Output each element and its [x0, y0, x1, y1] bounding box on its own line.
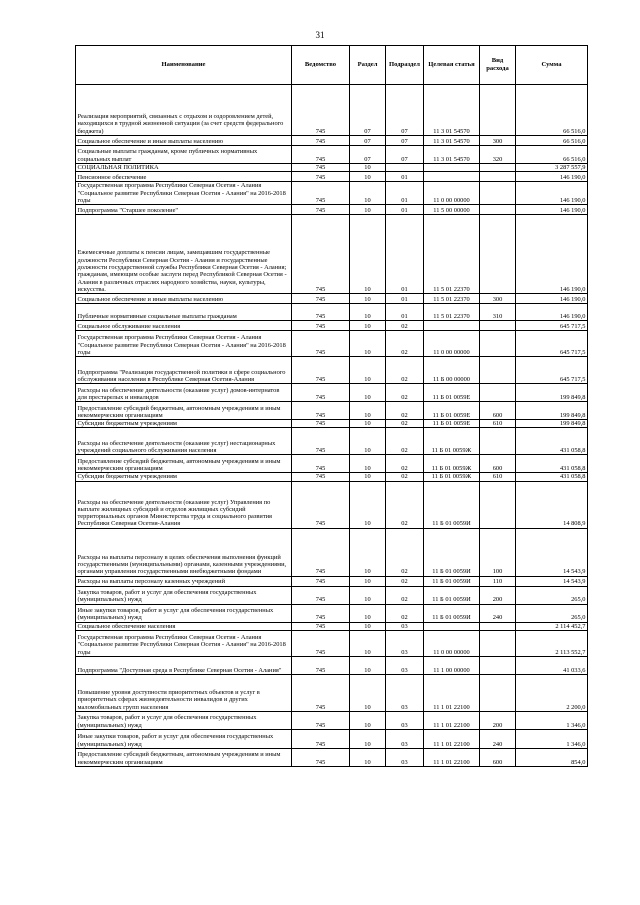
- row-razdel: 10: [350, 331, 386, 357]
- row-razdel: 10: [350, 205, 386, 215]
- row-podrazdel: 01: [386, 182, 424, 205]
- row-celevaya: 11 Б 00 00000: [424, 357, 480, 384]
- table-row: [76, 455, 588, 473]
- row-razdel: 10: [350, 357, 386, 384]
- row-celevaya: 11 5 01 22370: [424, 215, 480, 294]
- row-name: Расходы на обеспечение деятельности (оказание услуг) нестационарных учреждений социального обслуживания населения: [76, 428, 292, 455]
- row-celevaya: 11 Б 01 0059Е: [424, 384, 480, 402]
- row-summa: 41 033,6: [516, 657, 588, 675]
- row-podrazdel: 01: [386, 294, 424, 304]
- row-vid: [480, 172, 516, 182]
- row-vid: 300: [480, 294, 516, 304]
- row-vedomstvo: 745: [292, 528, 350, 576]
- row-name: Подпрограмма "Доступная среда в Республике Северная Осетия - Алания": [76, 657, 292, 675]
- row-podrazdel: 02: [386, 321, 424, 331]
- row-vid: 610: [480, 473, 516, 481]
- row-name: Предоставление субсидий бюджетным, автономным учреждениям и иным некоммерческим организациям: [76, 455, 292, 473]
- table-row: [76, 357, 588, 384]
- row-name: Субсидии бюджетным учреждениям: [76, 473, 292, 481]
- row-vid: [480, 331, 516, 357]
- row-podrazdel: 02: [386, 528, 424, 576]
- row-vedomstvo: 745: [292, 304, 350, 321]
- row-celevaya: 11 Б 01 0059И: [424, 528, 480, 576]
- table-row: [76, 384, 588, 402]
- row-vedomstvo: 745: [292, 384, 350, 402]
- row-summa: 2 114 452,7: [516, 622, 588, 630]
- row-podrazdel: [386, 164, 424, 172]
- row-summa: 2 200,0: [516, 675, 588, 712]
- row-podrazdel: 02: [386, 331, 424, 357]
- row-vid: [480, 85, 516, 136]
- row-celevaya: 11 1 01 22100: [424, 712, 480, 730]
- row-vid: 600: [480, 455, 516, 473]
- row-vid: 600: [480, 402, 516, 420]
- row-celevaya: [424, 321, 480, 331]
- row-vedomstvo: 745: [292, 420, 350, 428]
- row-vedomstvo: 745: [292, 164, 350, 172]
- header-vedomstvo: Ведомство: [292, 46, 350, 85]
- row-celevaya: 11 5 01 22370: [424, 304, 480, 321]
- row-podrazdel: 01: [386, 172, 424, 182]
- row-podrazdel: 03: [386, 631, 424, 657]
- row-vid: [480, 384, 516, 402]
- table-row: [76, 675, 588, 712]
- row-vedomstvo: 745: [292, 622, 350, 630]
- table-body: [76, 85, 588, 767]
- row-razdel: 10: [350, 172, 386, 182]
- row-razdel: 10: [350, 631, 386, 657]
- row-vid: 200: [480, 712, 516, 730]
- row-podrazdel: 02: [386, 402, 424, 420]
- row-razdel: 10: [350, 749, 386, 767]
- row-vedomstvo: 745: [292, 331, 350, 357]
- row-razdel: 10: [350, 164, 386, 172]
- row-podrazdel: 03: [386, 675, 424, 712]
- row-vedomstvo: 745: [292, 146, 350, 164]
- row-summa: 199 849,8: [516, 384, 588, 402]
- row-vedomstvo: 745: [292, 604, 350, 622]
- row-vedomstvo: 745: [292, 215, 350, 294]
- row-podrazdel: 02: [386, 455, 424, 473]
- row-name: Реализация мероприятий, связанных с отдыхом и оздоровлением детей, находящихся в трудной жизненной ситуации (за счет средств федерального бюджета): [76, 85, 292, 136]
- row-razdel: 10: [350, 528, 386, 576]
- row-celevaya: 11 0 00 00000: [424, 331, 480, 357]
- row-vedomstvo: 745: [292, 586, 350, 604]
- row-name: Ежемесячные доплаты к пенсии лицам, замещавшим государственные должности Республики Северная Осетия - Алания и государственные должности государственной службы Республики Северная Осетия - Алания; гражданам, имеющим особые заслуги перед Республикой Северная Осетия - Алания в различных отраслях народного хозяйства, науки, культуры, искусства.: [76, 215, 292, 294]
- row-razdel: 07: [350, 85, 386, 136]
- table-row: [76, 294, 588, 304]
- table-row: [76, 331, 588, 357]
- row-vid: 110: [480, 576, 516, 586]
- row-vedomstvo: 745: [292, 85, 350, 136]
- row-celevaya: 11 Б 01 0059И: [424, 586, 480, 604]
- row-razdel: 10: [350, 215, 386, 294]
- row-celevaya: 11 Б 01 0059Ж: [424, 455, 480, 473]
- row-celevaya: 11 1 00 00000: [424, 657, 480, 675]
- row-vid: 600: [480, 749, 516, 767]
- table-row: [76, 576, 588, 586]
- row-razdel: 10: [350, 321, 386, 331]
- row-vid: 240: [480, 730, 516, 749]
- row-razdel: 10: [350, 473, 386, 481]
- row-vedomstvo: 745: [292, 172, 350, 182]
- row-vid: [480, 675, 516, 712]
- row-summa: 146 190,0: [516, 205, 588, 215]
- row-name: Субсидии бюджетным учреждениям: [76, 420, 292, 428]
- row-name: Предоставление субсидий бюджетным, автономным учреждениям и иным некоммерческим организациям: [76, 749, 292, 767]
- row-name: Пенсионное обеспечение: [76, 172, 292, 182]
- row-vid: [480, 215, 516, 294]
- table-row: [76, 749, 588, 767]
- row-podrazdel: 01: [386, 205, 424, 215]
- row-name: Расходы на обеспечение деятельности (оказание услуг) Управления по выплате жилищных субсидий и отделов жилищных субсидий территориальных органов Министерства труда и социального развития Республики Северная Осетия-Алания: [76, 481, 292, 528]
- row-summa: 645 717,5: [516, 357, 588, 384]
- table-row: [76, 604, 588, 622]
- row-name: Социальное обеспечение и иные выплаты населению: [76, 136, 292, 146]
- row-podrazdel: 02: [386, 428, 424, 455]
- table-row: [76, 182, 588, 205]
- table-header-row: [76, 46, 588, 85]
- table-row: [76, 85, 588, 136]
- row-summa: 14 543,9: [516, 576, 588, 586]
- row-vid: [480, 182, 516, 205]
- row-vedomstvo: 745: [292, 657, 350, 675]
- row-summa: 199 849,8: [516, 420, 588, 428]
- row-summa: 265,0: [516, 604, 588, 622]
- row-name: Государственная программа Республики Северная Осетия - Алания "Социальное развитие Республики Северная Осетия - Алания" на 2016-2018 годы: [76, 331, 292, 357]
- row-name: Иные закупки товаров, работ и услуг для обеспечения государственных (муниципальных) нужд: [76, 604, 292, 622]
- row-name: Подпрограмма "Реализация государственной политики в сфере социального обслуживания населения в Республике Северная Осетия-Алания: [76, 357, 292, 384]
- row-celevaya: 11 0 00 00000: [424, 182, 480, 205]
- row-celevaya: 11 Б 01 0059И: [424, 604, 480, 622]
- page-number: 31: [315, 30, 325, 40]
- row-summa: 66 516,0: [516, 136, 588, 146]
- row-summa: 14 808,9: [516, 481, 588, 528]
- row-celevaya: 11 Б 01 0059И: [424, 576, 480, 586]
- row-name: Подпрограмма "Старшее поколение": [76, 205, 292, 215]
- row-summa: 645 717,5: [516, 321, 588, 331]
- table-row: [76, 205, 588, 215]
- row-vid: 320: [480, 146, 516, 164]
- row-vedomstvo: 745: [292, 205, 350, 215]
- row-vedomstvo: 745: [292, 730, 350, 749]
- row-podrazdel: 02: [386, 586, 424, 604]
- row-vid: [480, 357, 516, 384]
- table-row: [76, 402, 588, 420]
- row-name: Расходы на обеспечение деятельности (оказание услуг) домов-интернатов для престарелых и инвалидов: [76, 384, 292, 402]
- row-name: Расходы на выплаты персоналу казенных учреждений: [76, 576, 292, 586]
- row-summa: 431 058,8: [516, 428, 588, 455]
- row-razdel: 10: [350, 420, 386, 428]
- row-summa: 265,0: [516, 586, 588, 604]
- header-name: Наименование: [76, 46, 292, 85]
- table-row: [76, 428, 588, 455]
- row-name: Социальное обслуживание населения: [76, 321, 292, 331]
- row-podrazdel: 01: [386, 304, 424, 321]
- row-razdel: 10: [350, 657, 386, 675]
- table-row: [76, 631, 588, 657]
- row-vid: [480, 205, 516, 215]
- row-razdel: 10: [350, 455, 386, 473]
- row-razdel: 07: [350, 146, 386, 164]
- row-razdel: 10: [350, 576, 386, 586]
- row-name: Иные закупки товаров, работ и услуг для обеспечения государственных (муниципальных) нужд: [76, 730, 292, 749]
- row-summa: 431 058,8: [516, 455, 588, 473]
- row-podrazdel: 03: [386, 622, 424, 630]
- row-podrazdel: 07: [386, 85, 424, 136]
- row-vid: [480, 164, 516, 172]
- row-vedomstvo: 745: [292, 182, 350, 205]
- row-celevaya: 11 Б 01 0059Ж: [424, 473, 480, 481]
- row-summa: 146 190,0: [516, 294, 588, 304]
- row-razdel: 10: [350, 304, 386, 321]
- row-vedomstvo: 745: [292, 481, 350, 528]
- row-summa: 146 190,0: [516, 182, 588, 205]
- row-name: Предоставление субсидий бюджетным, автономным учреждениям и иным некоммерческим организациям: [76, 402, 292, 420]
- row-vid: 240: [480, 604, 516, 622]
- row-celevaya: 11 Б 01 0059Ж: [424, 428, 480, 455]
- row-summa: 3 287 557,9: [516, 164, 588, 172]
- header-podrazdel: Подраздел: [386, 46, 424, 85]
- row-summa: 1 346,0: [516, 730, 588, 749]
- budget-table: [75, 45, 588, 767]
- row-name: Социальное обеспечение населения: [76, 622, 292, 630]
- table-row: [76, 215, 588, 294]
- row-celevaya: 11 Б 01 0059Е: [424, 420, 480, 428]
- row-celevaya: 11 1 01 22100: [424, 730, 480, 749]
- row-vedomstvo: 745: [292, 455, 350, 473]
- row-summa: 14 543,9: [516, 528, 588, 576]
- row-name: Закупка товаров, работ и услуг для обеспечения государственных (муниципальных) нужд: [76, 712, 292, 730]
- row-summa: 66 516,0: [516, 85, 588, 136]
- header-razdel: Раздел: [350, 46, 386, 85]
- row-razdel: 10: [350, 586, 386, 604]
- row-vedomstvo: 745: [292, 749, 350, 767]
- row-name: Закупка товаров, работ и услуг для обеспечения государственных (муниципальных) нужд: [76, 586, 292, 604]
- table-row: [76, 473, 588, 481]
- row-celevaya: 11 3 01 54570: [424, 85, 480, 136]
- row-podrazdel: 02: [386, 604, 424, 622]
- row-vedomstvo: 745: [292, 136, 350, 146]
- row-celevaya: 11 3 01 54570: [424, 136, 480, 146]
- row-celevaya: 11 3 01 54570: [424, 146, 480, 164]
- row-summa: 645 717,5: [516, 331, 588, 357]
- row-name: Государственная программа Республики Северная Осетия - Алания "Социальное развитие Республики Северная Осетия - Алания" на 2016-2018 годы: [76, 631, 292, 657]
- row-summa: 66 516,0: [516, 146, 588, 164]
- row-razdel: 10: [350, 622, 386, 630]
- row-vedomstvo: 745: [292, 357, 350, 384]
- row-name: Социальное обеспечение и иные выплаты населению: [76, 294, 292, 304]
- row-podrazdel: 07: [386, 146, 424, 164]
- row-celevaya: [424, 164, 480, 172]
- row-vid: [480, 428, 516, 455]
- row-podrazdel: 07: [386, 136, 424, 146]
- row-podrazdel: 01: [386, 215, 424, 294]
- row-name: Публичные нормативные социальные выплаты гражданам: [76, 304, 292, 321]
- row-vedomstvo: 745: [292, 428, 350, 455]
- table-row: [76, 304, 588, 321]
- table-row: [76, 528, 588, 576]
- row-podrazdel: 03: [386, 657, 424, 675]
- row-vid: [480, 321, 516, 331]
- row-summa: 1 346,0: [516, 712, 588, 730]
- row-celevaya: 11 5 00 00000: [424, 205, 480, 215]
- row-razdel: 10: [350, 604, 386, 622]
- row-name: Расходы на выплаты персоналу в целях обеспечения выполнения функций государственными (муниципальными) органами, казенными учреждениями, органами управления государственными внебюджетными фондами: [76, 528, 292, 576]
- row-vid: [480, 481, 516, 528]
- row-summa: 146 190,0: [516, 215, 588, 294]
- row-razdel: 10: [350, 294, 386, 304]
- row-celevaya: 11 1 01 22100: [424, 675, 480, 712]
- table-row: [76, 172, 588, 182]
- table-row: [76, 730, 588, 749]
- table-row: [76, 321, 588, 331]
- row-summa: 199 849,8: [516, 402, 588, 420]
- row-summa: 2 113 552,7: [516, 631, 588, 657]
- header-summa: Сумма: [516, 46, 588, 85]
- row-vedomstvo: 745: [292, 631, 350, 657]
- table-row: [76, 481, 588, 528]
- row-celevaya: 11 5 01 22370: [424, 294, 480, 304]
- table-row: [76, 146, 588, 164]
- row-celevaya: [424, 622, 480, 630]
- row-podrazdel: 02: [386, 357, 424, 384]
- row-celevaya: 11 1 01 22100: [424, 749, 480, 767]
- row-vid: 310: [480, 304, 516, 321]
- row-podrazdel: 03: [386, 749, 424, 767]
- row-podrazdel: 02: [386, 481, 424, 528]
- row-vid: [480, 657, 516, 675]
- row-celevaya: 11 Б 01 0059Е: [424, 402, 480, 420]
- row-podrazdel: 03: [386, 730, 424, 749]
- row-podrazdel: 02: [386, 420, 424, 428]
- table-row: [76, 712, 588, 730]
- row-vedomstvo: 745: [292, 675, 350, 712]
- table-row: [76, 622, 588, 630]
- header-celevaya: Целевая статья: [424, 46, 480, 85]
- row-summa: 854,0: [516, 749, 588, 767]
- row-celevaya: 11 0 00 00000: [424, 631, 480, 657]
- row-vedomstvo: 745: [292, 576, 350, 586]
- row-podrazdel: 03: [386, 712, 424, 730]
- header-vid: Вид расхода: [480, 46, 516, 85]
- row-razdel: 10: [350, 428, 386, 455]
- row-podrazdel: 02: [386, 384, 424, 402]
- row-razdel: 07: [350, 136, 386, 146]
- row-razdel: 10: [350, 402, 386, 420]
- row-summa: 146 190,0: [516, 304, 588, 321]
- row-vedomstvo: 745: [292, 473, 350, 481]
- row-podrazdel: 02: [386, 576, 424, 586]
- row-summa: 431 058,8: [516, 473, 588, 481]
- row-vid: 200: [480, 586, 516, 604]
- row-name: СОЦИАЛЬНАЯ ПОЛИТИКА: [76, 164, 292, 172]
- row-name: Повышение уровня доступности приоритетных объектов и услуг в приоритетных сферах жизнедеятельности инвалидов и других маломобильных групп населения: [76, 675, 292, 712]
- row-vid: 300: [480, 136, 516, 146]
- row-razdel: 10: [350, 481, 386, 528]
- row-razdel: 10: [350, 675, 386, 712]
- row-vedomstvo: 745: [292, 294, 350, 304]
- row-vid: 610: [480, 420, 516, 428]
- row-name: Государственная программа Республики Северная Осетия - Алания "Социальное развитие Республики Северная Осетия - Алания" на 2016-2018 годы: [76, 182, 292, 205]
- row-vedomstvo: 745: [292, 712, 350, 730]
- table-row: [76, 657, 588, 675]
- row-celevaya: [424, 172, 480, 182]
- table-row: [76, 586, 588, 604]
- row-summa: 146 190,0: [516, 172, 588, 182]
- row-vedomstvo: 745: [292, 321, 350, 331]
- row-razdel: 10: [350, 182, 386, 205]
- table-row: [76, 420, 588, 428]
- row-vid: 100: [480, 528, 516, 576]
- row-vid: [480, 631, 516, 657]
- row-name: Социальные выплаты гражданам, кроме публичных нормативных социальных выплат: [76, 146, 292, 164]
- row-podrazdel: 02: [386, 473, 424, 481]
- row-vid: [480, 622, 516, 630]
- row-celevaya: 11 Б 01 0059И: [424, 481, 480, 528]
- row-razdel: 10: [350, 384, 386, 402]
- row-vedomstvo: 745: [292, 402, 350, 420]
- table-row: [76, 164, 588, 172]
- table-row: [76, 136, 588, 146]
- row-razdel: 10: [350, 712, 386, 730]
- row-razdel: 10: [350, 730, 386, 749]
